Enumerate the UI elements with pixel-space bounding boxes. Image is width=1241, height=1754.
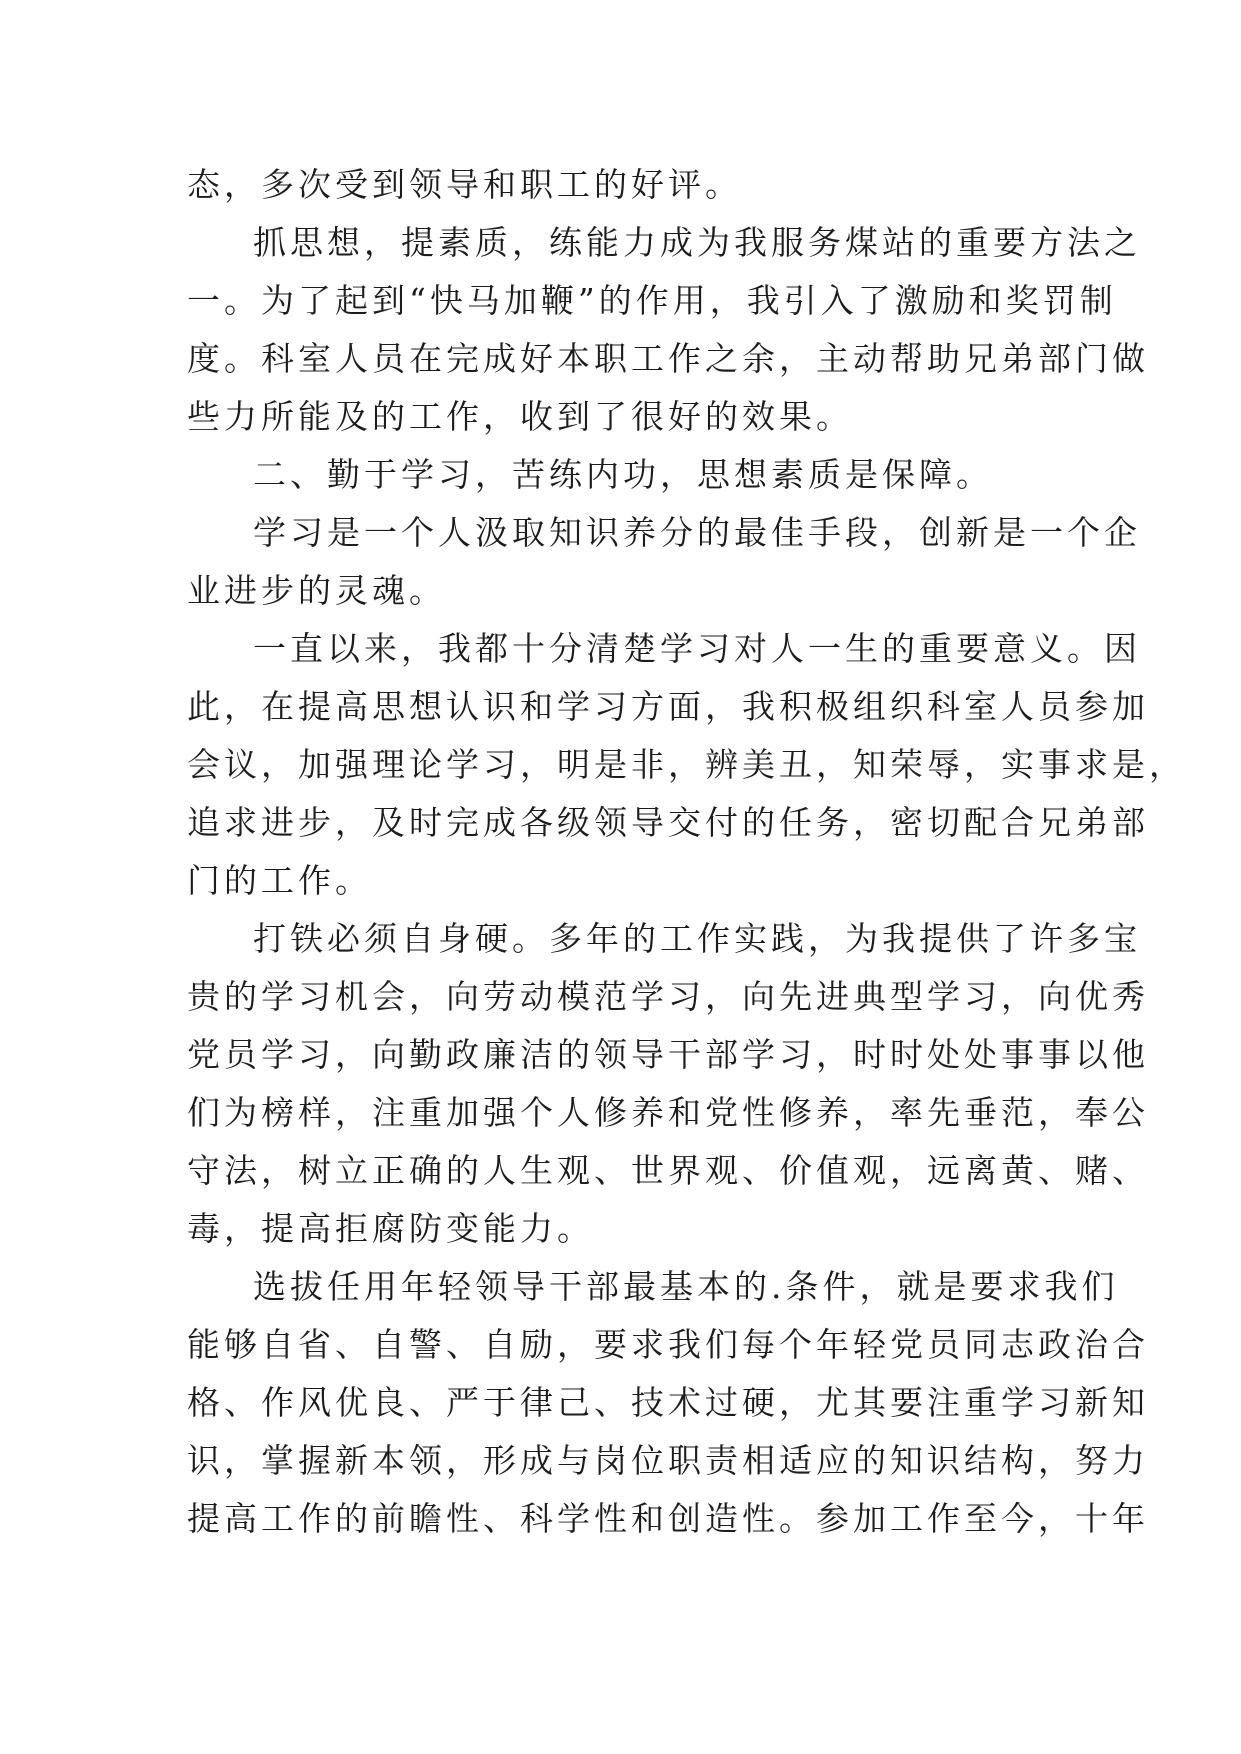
text-line: 学习是一个人汲取知识养分的最佳手段，创新是一个企 [253, 513, 1141, 552]
text-line: 党员学习，向勤政廉洁的领导干部学习，时时处处事事以他 [187, 1035, 1149, 1074]
text-line: 些力所能及的工作，收到了很好的效果。 [187, 397, 853, 436]
text-line: 追求进步，及时完成各级领导交付的任务，密切配合兄弟部 [187, 803, 1149, 842]
text-line: 格、作风优良、严于律己、技术过硬，尤其要注重学习新知 [187, 1383, 1149, 1422]
text-line: 毒，提高拒腐防变能力。 [187, 1209, 594, 1248]
text-line: 度。科室人员在完成好本职工作之余，主动帮助兄弟部门做 [187, 339, 1149, 378]
text-line: 门的工作。 [187, 861, 372, 900]
text-line: 贵的学习机会，向劳动模范学习，向先进典型学习，向优秀 [187, 977, 1149, 1016]
text-line: 业进步的灵魂。 [187, 571, 446, 610]
text-line: 一。为了起到“快马加鞭”的作用，我引入了激励和奖罚制 [187, 281, 1117, 320]
text-line: 识，掌握新本领，形成与岗位职责相适应的知识结构，努力 [187, 1441, 1149, 1480]
text-line: 提高工作的前瞻性、科学性和创造性。参加工作至今，十年 [187, 1499, 1149, 1538]
text-line: 抓思想，提素质，练能力成为我服务煤站的重要方法之 [253, 223, 1141, 262]
text-line: 守法，树立正确的人生观、世界观、价值观，远离黄、赌、 [187, 1151, 1149, 1190]
text-line: 此，在提高思想认识和学习方面，我积极组织科室人员参加 [187, 687, 1149, 726]
body-text [187, 156, 1186, 1548]
text-line: 打铁必须自身硬。多年的工作实践，为我提供了许多宝 [253, 919, 1141, 958]
section-heading: 二、勤于学习，苦练内功，思想素质是保障。 [253, 455, 993, 494]
text-line: 会议，加强理论学习，明是非，辨美丑，知荣辱，实事求是， [187, 745, 1186, 784]
text-line: 们为榜样，注重加强个人修养和党性修养，率先垂范，奉公 [187, 1093, 1149, 1132]
text-line: 态，多次受到领导和职工的好评。 [187, 165, 742, 204]
text-line: 一直以来，我都十分清楚学习对人一生的重要意义。因 [253, 629, 1141, 668]
text-line: 能够自省、自警、自励，要求我们每个年轻党员同志政治合 [187, 1325, 1149, 1364]
text-line: 选拔任用年轻领导干部最基本的.条件，就是要求我们 [253, 1267, 1119, 1306]
